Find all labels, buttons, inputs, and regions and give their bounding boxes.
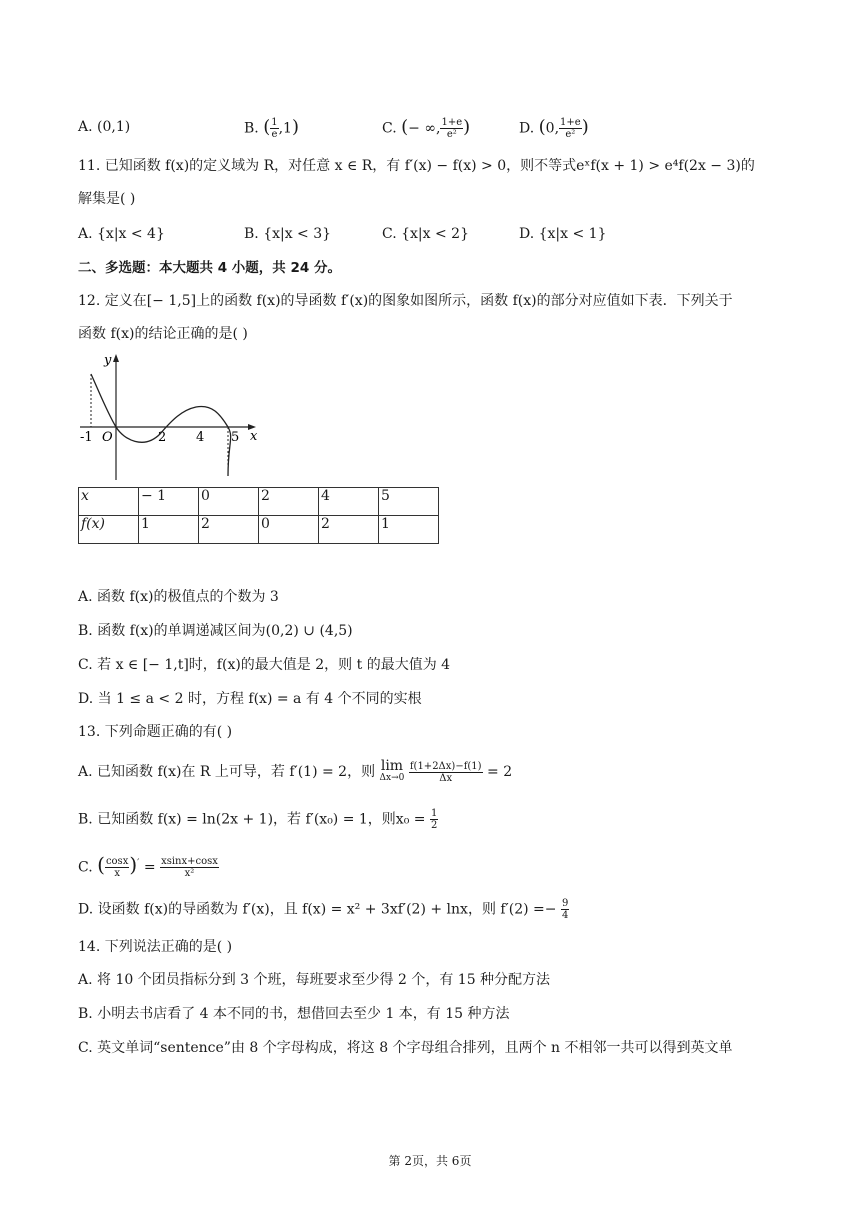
derivative-curve (91, 374, 231, 476)
option-text: = 2 (487, 764, 513, 780)
q10-option-c: C. (− ∞, $\frac{1+e}{\text{e²}}$ ) (382, 116, 471, 140)
table-cell: 1 (139, 516, 199, 544)
q13-stem: 13. 下列命题正确的有( ) (78, 724, 233, 740)
q14-option-a: A. 将 10 个团员指标分到 3 个班，每班要求至少得 2 个，有 15 种分配方法 (78, 972, 551, 988)
option-text: A. 已知函数 f(x)在 R 上可导，若 f′(1) = 2，则 (78, 764, 376, 780)
q12-option-d: D. 当 1 ≤ a < 2 时，方程 f(x) = a 有 4 个不同的实根 (78, 691, 422, 707)
q13-option-b (78, 808, 438, 831)
table-row (79, 488, 439, 516)
section-heading: 二、多选题：本大题共 4 小题，共 24 分。 (78, 260, 341, 276)
q12-option-b: B. 函数 f(x)的单调递减区间为(0,2) ∪ (4,5) (78, 623, 353, 639)
option-text: C. (78, 859, 93, 876)
fraction: $\frac{1}{2}$ (430, 808, 438, 831)
q11-option-b: B. {x|x < 3} (244, 226, 332, 242)
q12-option-a: A. 函数 f(x)的极值点的个数为 3 (78, 589, 279, 605)
q14-option-b: B. 小明去书店看了 4 本不同的书，想借回去至少 1 本，有 15 种方法 (78, 1006, 510, 1022)
table-cell: x (79, 488, 139, 516)
table-cell: 2 (319, 516, 379, 544)
q12-option-c: C. 若 x ∈ [− 1,t]时，f(x)的最大值是 2，则 t 的最大值为 4 (78, 657, 451, 673)
q11-stem-line1: 11. 已知函数 f(x)的定义域为 R，对任意 x ∈ R，有 f′(x) − f(x) > 0，则不等式eˣf(x + 1) > e⁴f(2x − 3)的 (78, 158, 755, 174)
x-label: x (250, 429, 258, 444)
q11-option-a: A. {x|x < 4} (78, 226, 165, 242)
option-text: D. 设函数 f(x)的导函数为 f′(x)，且 f(x) = x² + 3xf′(2) + lnx，则 f′(2) =− (78, 901, 557, 918)
tick-5: 5 (231, 430, 240, 445)
option-text: − ∞, (408, 120, 441, 137)
origin-label: O (102, 430, 113, 445)
table-cell: 5 (379, 488, 439, 516)
fraction: $\frac{1+e}{\text{e²}}$ (441, 117, 463, 140)
limit: lim Δx→0 (379, 758, 405, 783)
q10-option-d: D. (0, $\frac{1+e}{\text{e²}}$ ) (519, 116, 589, 140)
q11-option-c: C. {x|x < 2} (382, 226, 469, 242)
fraction: $\frac{1+e}{\text{e²}}$ (560, 117, 581, 140)
q11-option-d: D. {x|x < 1} (519, 226, 607, 242)
option-text: ,1 (278, 120, 292, 137)
value-table (78, 487, 439, 544)
q13-option-c: C. ( $\frac{\cos x}{x}$ )′ = $\frac{xsinx+\cos x}{\text{x²}}$ (78, 852, 218, 880)
fraction: $\frac{1}{e}$ (271, 117, 278, 140)
q11-stem-line2: 解集是( ) (78, 191, 136, 207)
y-label: y (104, 353, 112, 368)
q14-option-c: C. 英文单词“sentence”由 8 个字母构成，将这 8 个字母组合排列，且两个 n 不相邻一共可以得到英文单 (78, 1040, 733, 1056)
table-cell: 2 (199, 516, 259, 544)
tick-neg1: -1 (80, 430, 93, 445)
tick-4: 4 (196, 430, 205, 445)
q14-stem: 14. 下列说法正确的是( ) (78, 939, 233, 955)
q10-option-a: A. (0,1) (78, 119, 131, 135)
q13-option-d (78, 898, 569, 921)
table-cell: 0 (259, 516, 319, 544)
tick-2: 2 (158, 430, 167, 445)
option-letter: B. (244, 120, 264, 137)
fraction: $\frac{9}{4}$ (561, 898, 569, 921)
table-cell: 0 (199, 488, 259, 516)
q10-option-b: B. ( $\frac{1}{e}$ ,1) (244, 116, 299, 140)
table-cell: f(x) (79, 516, 139, 544)
fraction: $\frac{xsinx+\cos x}{\text{x²}}$ (161, 856, 218, 880)
table-cell: 1 (379, 516, 439, 544)
option-letter: C. (382, 120, 402, 137)
q12-stem-line1: 12. 定义在[− 1,5]上的函数 f(x)的导函数 f′(x)的图象如图所示，函数 f(x)的部分对应值如下表．下列关于 (78, 293, 733, 309)
table-cell: − 1 (139, 488, 199, 516)
fraction: $\frac{\cos x}{x}$ (105, 856, 129, 880)
table-cell: 2 (259, 488, 319, 516)
option-text: 0, (545, 120, 560, 137)
page-footer: 第 2页，共 6页 (388, 1154, 472, 1168)
fraction: $\frac{f(1+2\Delta x)-f(1)}{\Delta x}$ (409, 760, 482, 784)
option-letter: D. (519, 120, 539, 137)
derivative-graph (76, 352, 266, 482)
option-text: B. 已知函数 f(x) = ln(2x + 1)，若 f′(x₀) = 1，则x₀ = (78, 811, 426, 828)
q12-stem-line2: 函数 f(x)的结论正确的是( ) (78, 326, 248, 342)
table-cell: 4 (319, 488, 379, 516)
table-row (79, 516, 439, 544)
q13-option-a (78, 760, 512, 784)
y-axis-arrow (113, 354, 119, 362)
